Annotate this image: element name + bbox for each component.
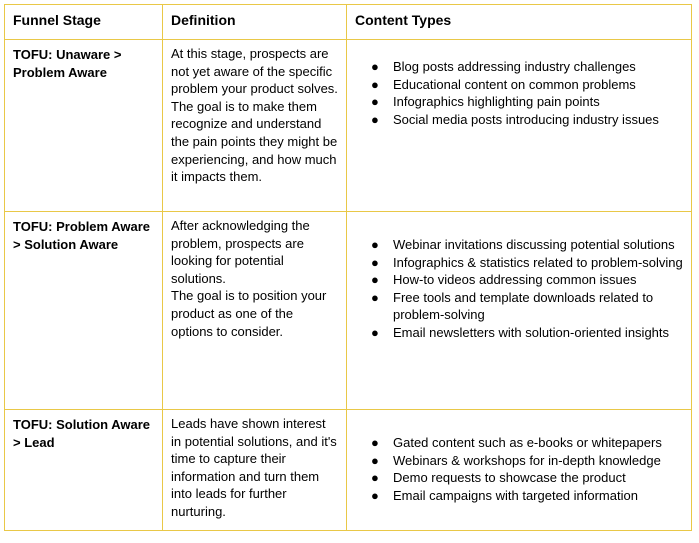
definition-text: Leads have shown interest in potential solutions, and it's time to capture their information and turn them into leads for further nurturing.: [171, 416, 337, 519]
bullet-icon: ●: [371, 435, 379, 450]
list-item-text: Blog posts addressing industry challenges: [393, 59, 636, 74]
stage-label: TOFU: Unaware > Problem Aware: [13, 47, 122, 80]
table-row: [5, 40, 692, 212]
list-item: [355, 452, 683, 470]
content-types-cell: [347, 40, 692, 212]
bullet-icon: ●: [371, 254, 379, 270]
content-types-list: [355, 415, 683, 504]
definition-text: The goal is to make them recognize and understand the pain points they might be experiencing, and how much it impacts them.: [171, 98, 338, 185]
list-item: [355, 487, 683, 505]
list-item-text: Demo requests to showcase the product: [393, 470, 626, 486]
content-types-list: [355, 45, 683, 128]
bullet-icon: ●: [371, 272, 379, 288]
definition-text: The goal is to position your product as one of the options to consider.: [171, 288, 327, 339]
bullet-icon: ●: [371, 111, 379, 127]
table-row: [5, 212, 692, 410]
list-item: [355, 324, 683, 342]
list-item: [355, 254, 683, 272]
list-item-text: Social media posts introducing industry issues: [393, 111, 659, 127]
header-funnel-stage: Funnel Stage: [5, 5, 163, 40]
funnel-content-table: [4, 4, 692, 531]
list-item-text: Infographics highlighting pain points: [393, 94, 600, 110]
definition-cell: [163, 212, 347, 410]
list-item: [355, 271, 683, 289]
list-item-text: How-to videos addressing common issues: [393, 272, 637, 288]
header-definition: Definition: [163, 5, 347, 40]
table-row: [5, 410, 692, 531]
definition-text: At this stage, prospects are not yet aware of the specific problem your product solves.: [171, 46, 338, 97]
bullet-icon: ●: [371, 289, 379, 305]
bullet-icon: ●: [371, 94, 379, 110]
bullet-icon: ●: [371, 324, 379, 340]
list-item: [355, 469, 683, 487]
stage-label: TOFU: Solution Aware > Lead: [13, 417, 150, 450]
list-item-text: Webinars & workshops for in-depth knowledge: [393, 452, 661, 468]
list-item-text: Email campaigns with targeted information: [393, 487, 638, 503]
definition-cell: [163, 40, 347, 212]
bullet-icon: ●: [371, 76, 379, 92]
stage-label: TOFU: Problem Aware > Solution Aware: [13, 219, 151, 252]
list-item: [355, 76, 683, 94]
stage-cell: [5, 40, 163, 212]
content-types-list: [355, 217, 683, 342]
bullet-icon: ●: [371, 59, 379, 74]
content-types-cell: [347, 212, 692, 410]
list-item: [355, 289, 683, 324]
list-item: [355, 236, 683, 254]
list-item-text: Email newsletters with solution-oriented insights: [393, 324, 670, 340]
header-row: [5, 5, 692, 40]
list-item-text: Webinar invitations discussing potential solutions: [393, 237, 675, 252]
list-item-text: Infographics & statistics related to problem-solving: [393, 254, 683, 270]
list-item: [355, 434, 683, 452]
stage-cell: [5, 410, 163, 531]
header-content-types: Content Types: [347, 5, 692, 40]
content-types-cell: [347, 410, 692, 531]
bullet-icon: ●: [371, 487, 379, 503]
list-item: [355, 58, 683, 76]
bullet-icon: ●: [371, 452, 379, 468]
list-item: [355, 93, 683, 111]
definition-cell: [163, 410, 347, 531]
bullet-icon: ●: [371, 470, 379, 486]
list-item-text: Educational content on common problems: [393, 76, 636, 92]
list-item: [355, 111, 683, 129]
definition-text: After acknowledging the problem, prospects are looking for potential solutions.: [171, 218, 310, 286]
list-item-text: Free tools and template downloads related to problem-solving: [393, 289, 654, 323]
bullet-icon: ●: [371, 237, 379, 252]
stage-cell: [5, 212, 163, 410]
list-item-text: Gated content such as e-books or whitepapers: [393, 435, 662, 450]
